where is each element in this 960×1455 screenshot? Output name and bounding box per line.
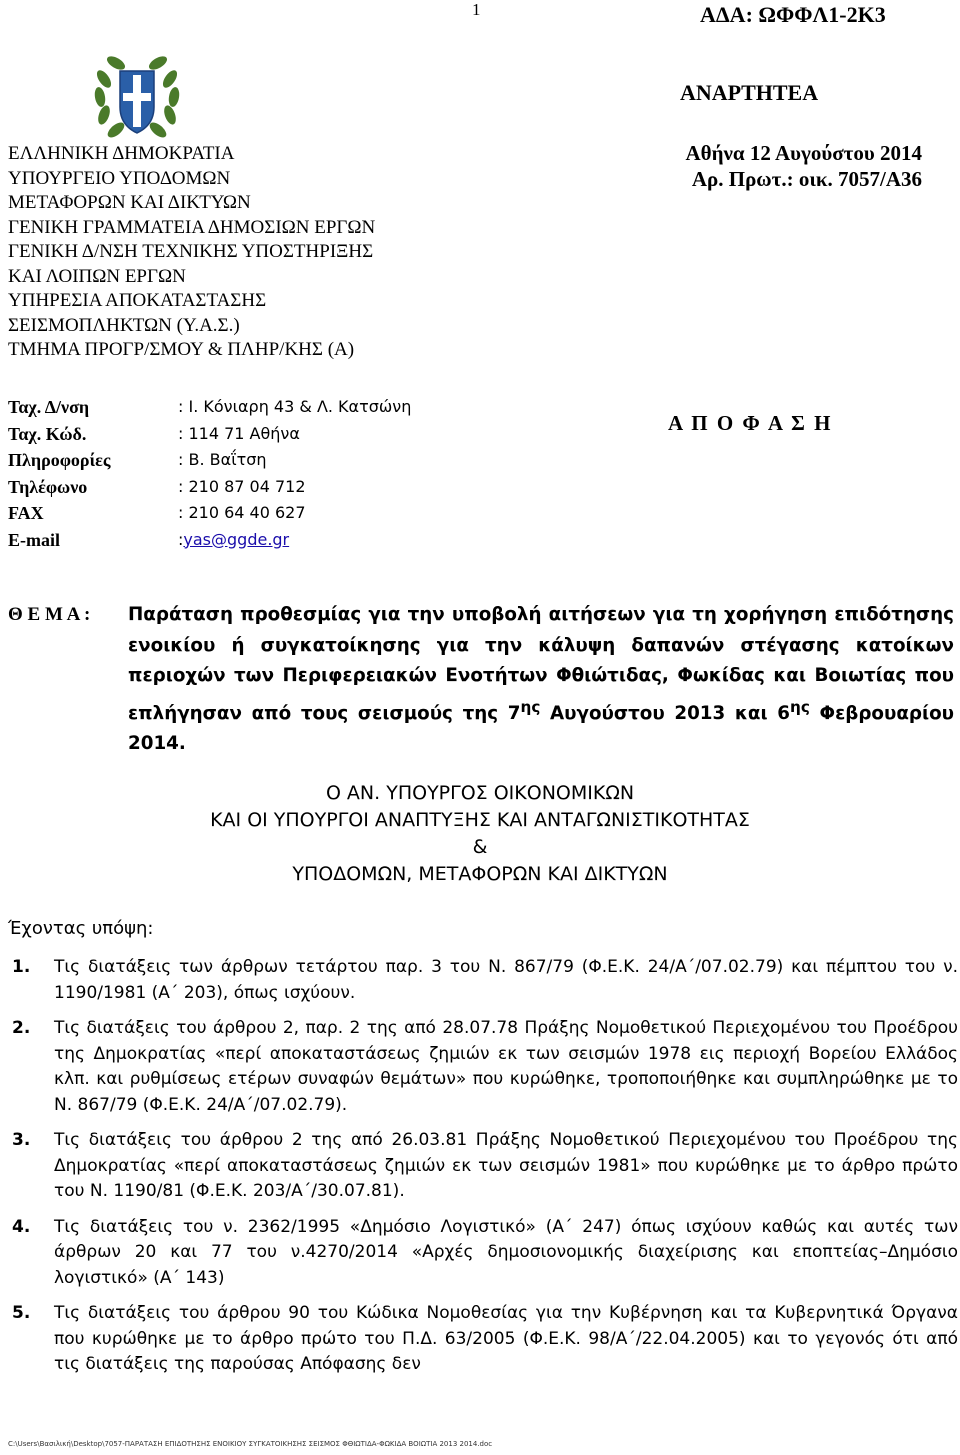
item-text: Τις διατάξεις του άρθρου 90 του Κώδικα Νομοθεσίας για την Κυβέρνηση και τα Κυβερνητικά Όργανα που κυρώθηκε με το άρθρο πρώτο του Π.Δ. 63/2005 (Φ.Ε.Κ. 98/Α΄/22.04.2005) και το γεγονός ότι από τις διατάξεις της παρούσας Απόφασης δεν	[54, 1303, 958, 1374]
contact-label: Ταχ. Κώδ.	[8, 423, 87, 444]
ministry-line: ΥΠΗΡΕΣΙΑ ΑΠΟΚΑΤΑΣΤΑΣΗΣ	[8, 290, 267, 311]
greek-emblem-icon	[86, 45, 188, 147]
contact-value-prefix: :	[178, 529, 184, 549]
item-text: Τις διατάξεις του άρθρου 2, παρ. 2 της από 28.07.78 Πράξης Νομοθετικού Περιεχομένου του Προέδρου της Δημοκρατίας «περί αποκαταστάσεως ζημιών εκ των σεισμών 1978 εις περιοχή Βορείου Ελλάδος κλπ. και ρυθμίσεως ετέρων συναφών θεμάτων» που κυρώθηκε, τροποποιήθηκε και συμπληρώθηκε με το Ν. 867/79 (Φ.Ε.Κ. 24/Α΄/07.02.79).	[54, 1018, 958, 1115]
subject-text	[128, 600, 954, 760]
minister-line: ΥΠΟΔΟΜΩΝ, ΜΕΤΑΦΟΡΩΝ ΚΑΙ ΔΙΚΤΥΩΝ	[292, 863, 668, 885]
list-item	[8, 955, 958, 1006]
ministry-line: ΥΠΟΥΡΓΕΙΟ ΥΠΟΔΟΜΩΝ	[8, 167, 231, 189]
page-number: 1	[472, 0, 481, 19]
subject-block	[8, 600, 954, 760]
ministry-line: ΣΕΙΣΜΟΠΛΗΚΤΩΝ (Υ.Α.Σ.)	[8, 314, 240, 336]
subject-sup: ης	[789, 697, 810, 716]
considerations-list	[8, 955, 958, 1388]
item-number: 1.	[12, 957, 31, 977]
contact-row	[8, 474, 411, 501]
minister-line: &	[472, 836, 488, 858]
date-block	[632, 140, 922, 192]
contact-row	[8, 527, 411, 554]
contact-label: E-mail	[8, 529, 60, 550]
item-number: 4.	[12, 1216, 31, 1237]
subject-text-part: Φεβρουαρίου 2014.	[128, 702, 954, 755]
contact-value: : 210 87 04 712	[178, 476, 306, 496]
item-text: Τις διατάξεις του άρθρου 2 της από 26.03.81 Πράξης Νομοθετικού Περιεχομένου του Προέδρου της Δημοκρατίας «περί αποκαταστάσεως ζημιών εκ των σεισμών 1981» που κυρώθηκε με το άρθρο πρώτο του Ν. 1190/81 (Φ.Ε.Κ. 203/Α΄/30.07.81).	[54, 1130, 958, 1201]
list-item	[8, 1016, 958, 1118]
contact-row	[8, 447, 411, 474]
item-number: 2.	[12, 1018, 31, 1038]
contact-info	[8, 394, 411, 553]
list-item	[8, 1301, 958, 1378]
ministry-line: ΜΕΤΑΦΟΡΩΝ ΚΑΙ ΔΙΚΤΥΩΝ	[8, 192, 251, 213]
anartitea-label: ΑΝΑΡΤΗΤΕΑ	[680, 80, 819, 105]
minister-line: Ο ΑΝ. ΥΠΟΥΡΓΟΣ ΟΙΚΟΝΟΜΙΚΩΝ	[325, 782, 635, 804]
ministry-line: ΚΑΙ ΛΟΙΠΩΝ ΕΡΓΩΝ	[8, 265, 186, 287]
contact-label: FAX	[8, 503, 44, 523]
email-link[interactable]: yas@ggde.gr	[183, 529, 290, 549]
contact-row	[8, 500, 411, 527]
item-text: Τις διατάξεις του ν. 2362/1995 «Δημόσιο Λογιστικό» (Α΄ 247) όπως ισχύουν καθώς και αυτές των άρθρων 20 και 77 του ν.4270/2014 «Αρχές δημοσιονομικής διαχείρισης και εποπτείας–Δημόσιο λογιστικό» (Α΄ 143)	[54, 1216, 958, 1288]
ministry-line: ΕΛΛΗΝΙΚΗ ΔΗΜΟΚΡΑΤΙΑ	[8, 143, 235, 164]
contact-label: Πληροφορίες	[8, 450, 111, 470]
ministry-line: ΤΜΗΜΑ ΠΡΟΓΡ/ΣΜΟΥ & ΠΛΗΡ/ΚΗΣ (Α)	[8, 339, 355, 360]
ada-code: ΑΔΑ: ΩΦΦΛ1-2Κ3	[700, 2, 886, 27]
minister-line: ΚΑΙ ΟΙ ΥΠΟΥΡΓΟΙ ΑΝΑΠΤΥΞΗΣ ΚΑΙ ΑΝΤΑΓΩΝΙΣΤΙΚΟΤΗΤΑΣ	[210, 809, 750, 831]
subject-text-part: Αυγούστου 2013 και 6	[540, 702, 790, 724]
contact-row	[8, 394, 411, 421]
contact-value: : Β. Βαΐτση	[178, 450, 267, 469]
subject-sup: ης	[520, 697, 541, 716]
considering-label: Έχοντας υπόψη:	[8, 918, 154, 939]
ministry-line: ΓΕΝΙΚΗ Δ/ΝΣΗ ΤΕΧΝΙΚΗΣ ΥΠΟΣΤΗΡΙΞΗΣ	[8, 241, 374, 262]
item-number: 3.	[12, 1130, 31, 1150]
list-item	[8, 1128, 958, 1205]
minister-block	[0, 780, 960, 888]
subject-text-part: Παράταση προθεσμίας για την υποβολή αιτήσεων για τη χορήγηση επιδότησης ενοικίου ή συγκατοίκησης για την κάλυψη δαπανών στέγασης κατοίκων περιοχών των Περιφερειακών Ενοτήτων Φθιώτιδας, Φωκίδας και Βοιωτίας που επλήγησαν από τους σεισμούς της 7	[128, 604, 954, 724]
ministry-header	[8, 142, 375, 363]
document-date: Αθήνα 12 Αυγούστου 2014	[685, 141, 922, 165]
contact-label: Τηλέφωνο	[8, 476, 88, 497]
contact-row	[8, 421, 411, 448]
ministry-line: ΓΕΝΙΚΗ ΓΡΑΜΜΑΤΕΙΑ ΔΗΜΟΣΙΩΝ ΕΡΓΩΝ	[8, 216, 376, 238]
protocol-number: Αρ. Πρωτ.: οικ. 7057/Α36	[691, 167, 922, 191]
item-text: Τις διατάξεις των άρθρων τετάρτου παρ. 3 του Ν. 867/79 (Φ.Ε.Κ. 24/Α΄/07.02.79) και πέμπτου του ν. 1190/1981 (Α΄ 203), όπως ισχύουν.	[54, 957, 958, 1003]
item-number: 5.	[12, 1303, 31, 1323]
contact-value: : 114 71 Αθήνα	[178, 423, 300, 443]
list-item	[8, 1215, 958, 1292]
contact-value: : 210 64 40 627	[178, 503, 306, 522]
contact-label: Ταχ. Δ/νση	[8, 397, 90, 417]
file-path-footer: C:\Users\Βασιλική\Desktop\7057-ΠΑΡΑΤΑΣΗ ΕΠΙΔΟΤΗΣΗΣ ΕΝΟΙΚΙΟΥ ΣΥΓΚΑΤΟΙΚΗΣΗΣ ΣΕΙΣΜΟΣ ΦΘΙΩΤΙΔΑ-ΦΩΚΙΔΑ ΒΟΙΩΤΙΑ 2013 2014.doc	[8, 1440, 493, 1448]
decision-heading: Α Π Ο Φ Α Σ Η	[668, 411, 833, 435]
subject-label: Θ Ε Μ Α :	[8, 604, 91, 625]
contact-value: : Ι. Κόνιαρη 43 & Λ. Κατσώνη	[178, 397, 412, 416]
